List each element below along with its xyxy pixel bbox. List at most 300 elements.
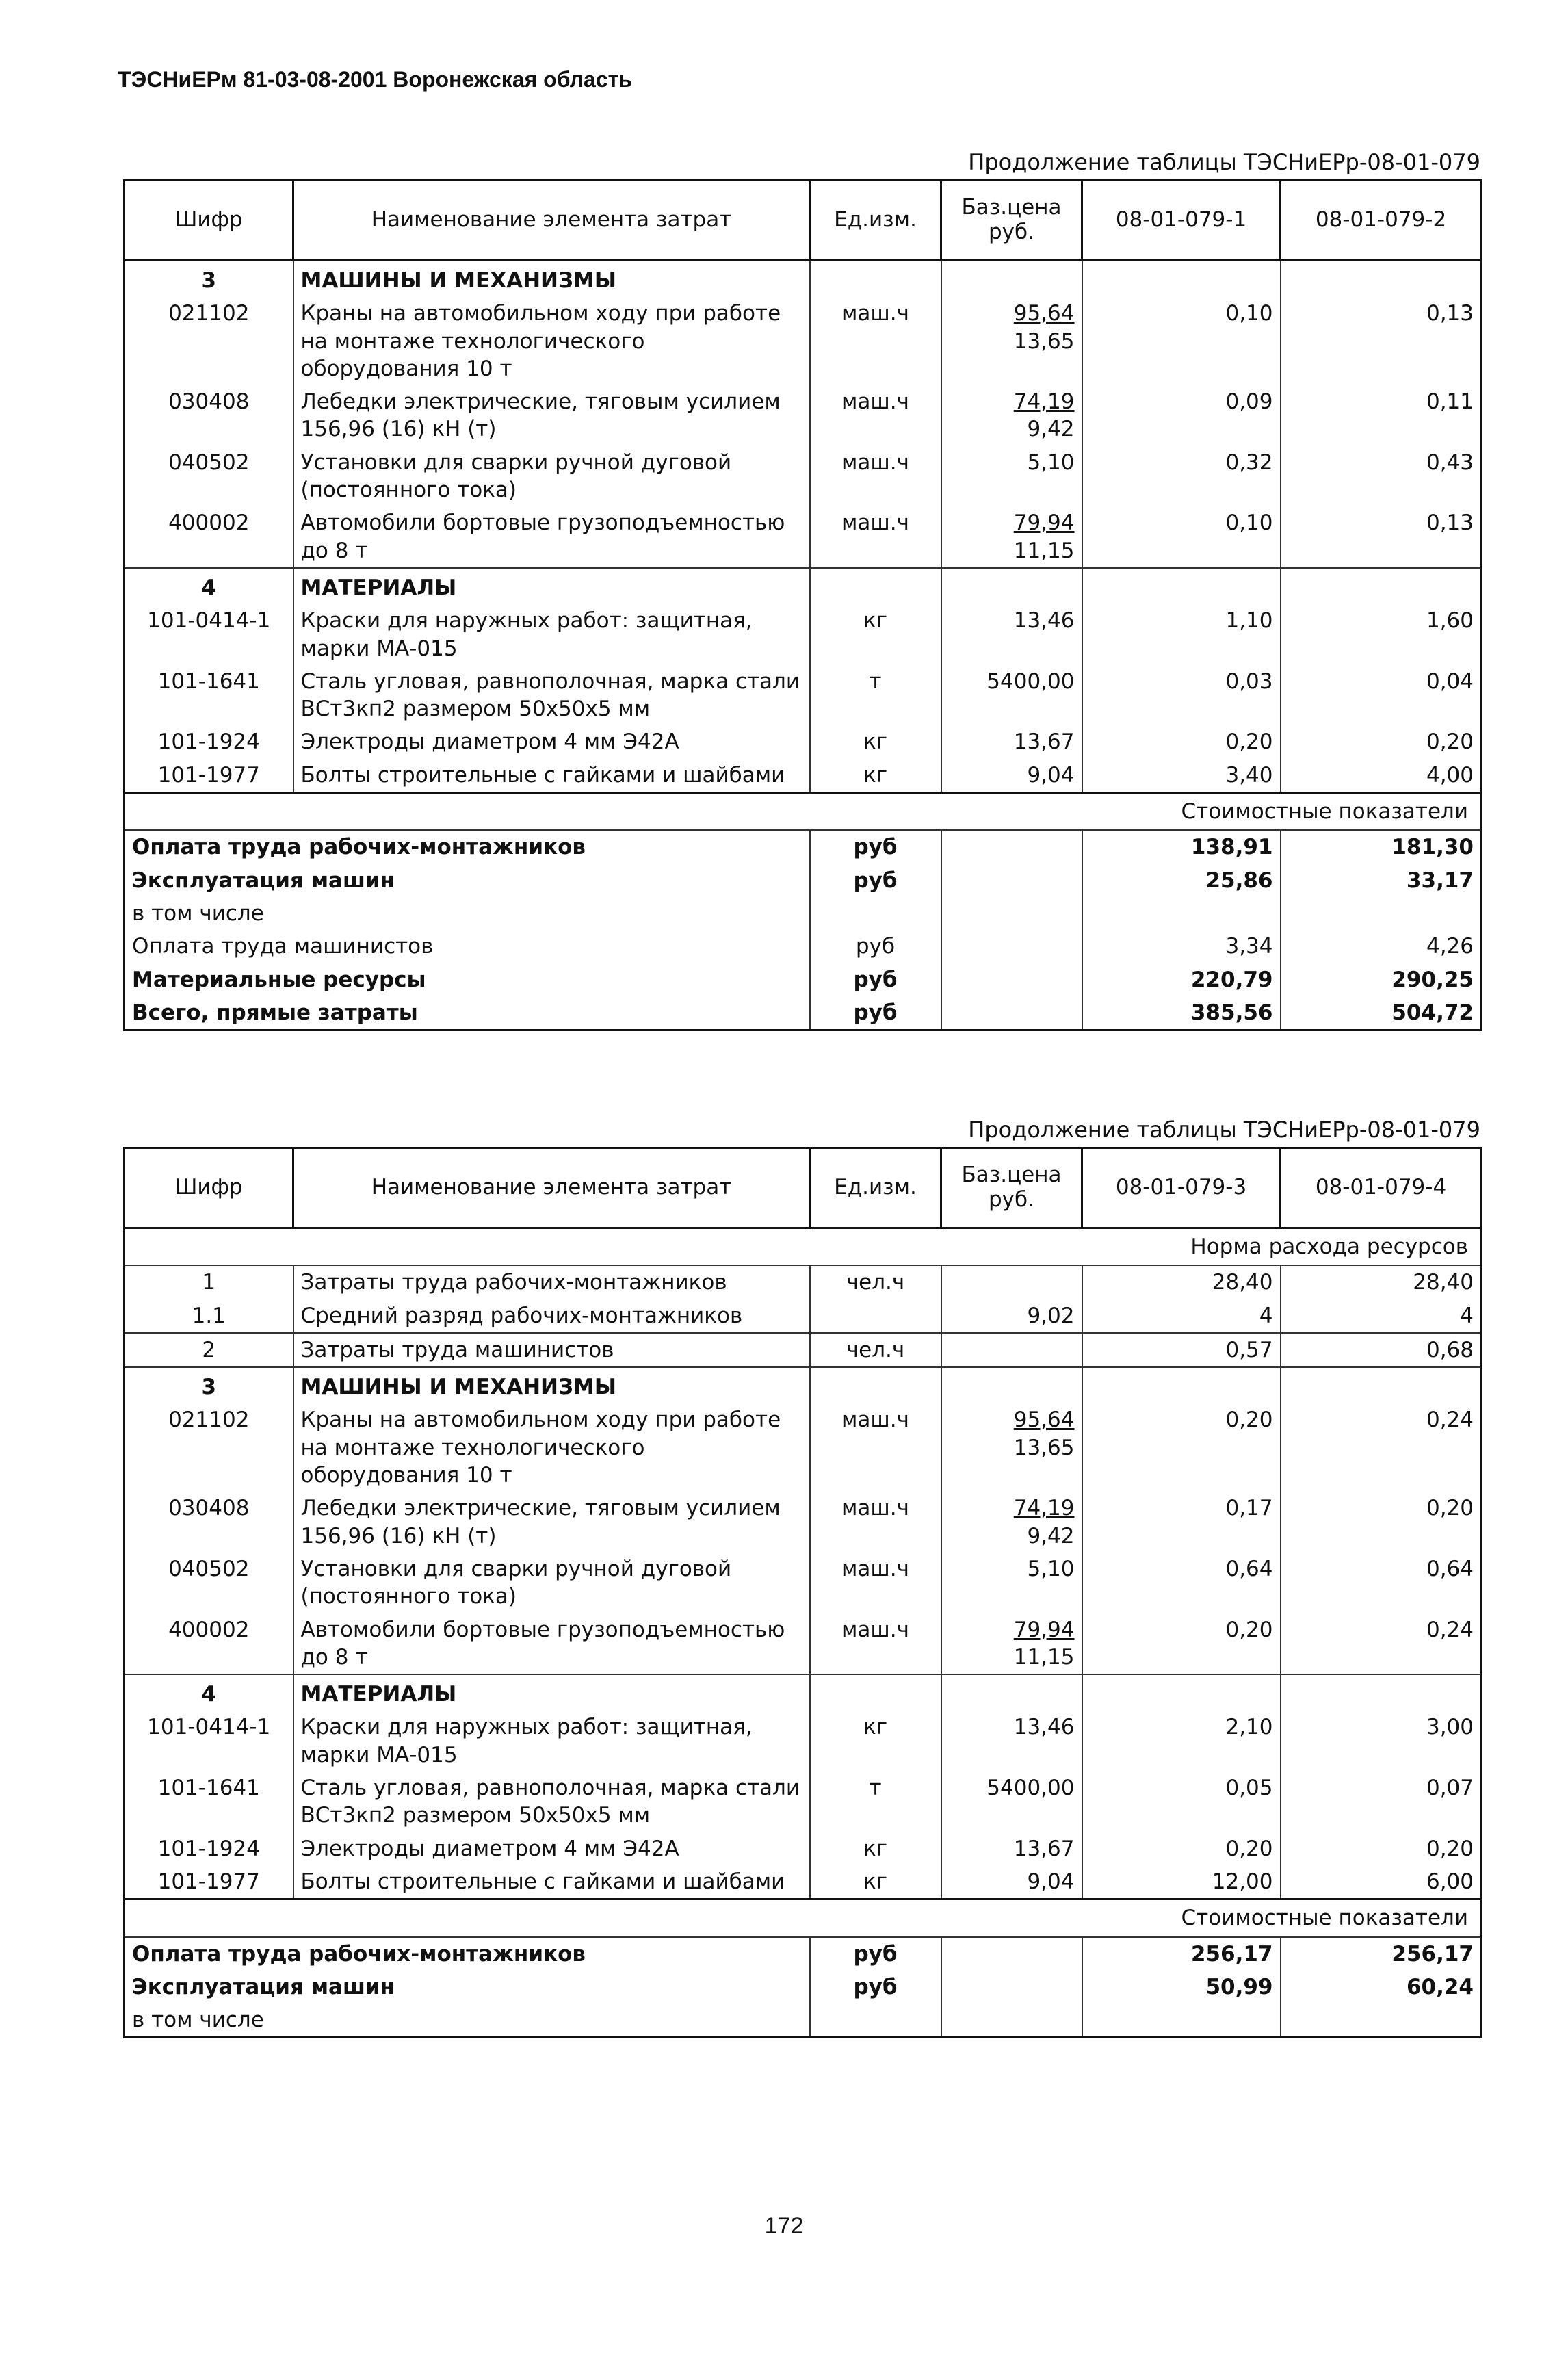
rate-value-a bbox=[1082, 1613, 1281, 1675]
cost-row bbox=[125, 830, 1482, 864]
rate-value-b-text: 0,20 bbox=[1426, 1836, 1474, 1861]
resource-code-text: 400002 bbox=[168, 510, 250, 536]
resource-code bbox=[125, 1553, 293, 1613]
rate-value-a-text: 0,05 bbox=[1225, 1776, 1273, 1801]
section-title bbox=[293, 1674, 810, 1711]
cost-unit bbox=[810, 897, 941, 930]
empty-cell bbox=[941, 1971, 1082, 2004]
resource-name-text: Болты строительные с гайками и шайбами bbox=[300, 1869, 785, 1894]
resource-code-text: 040502 bbox=[168, 450, 250, 475]
rate-value-b bbox=[1281, 759, 1482, 793]
resource-name bbox=[293, 1832, 810, 1865]
code-column-header: Шифр bbox=[125, 181, 293, 261]
section-title-text: МАТЕРИАЛЫ bbox=[300, 575, 457, 600]
price-cell-text: 79,94 bbox=[1013, 510, 1075, 536]
rate-value-a bbox=[1082, 1711, 1281, 1772]
resource-code-text: 400002 bbox=[168, 1617, 250, 1642]
rate-value-b-text: 0,11 bbox=[1426, 389, 1474, 415]
cost-value-a-text: 256,17 bbox=[1190, 1941, 1273, 1967]
resource-code bbox=[125, 506, 293, 568]
resource-code-text: 030408 bbox=[168, 1496, 250, 1521]
resource-row bbox=[125, 1865, 1482, 1899]
rate-value-b bbox=[1281, 1772, 1482, 1832]
rate-value-a-text: 0,32 bbox=[1225, 450, 1273, 475]
resource-name bbox=[293, 604, 810, 665]
empty-cell bbox=[1082, 261, 1281, 298]
price-cell bbox=[941, 604, 1082, 665]
rate-value-b bbox=[1281, 1333, 1482, 1367]
resource-unit-text: маш.ч bbox=[841, 1556, 909, 1581]
resource-row bbox=[125, 1403, 1482, 1492]
price-cell bbox=[941, 506, 1082, 568]
resource-name-text: Автомобили бортовые грузоподъемностью до 8 т bbox=[300, 1617, 785, 1670]
resource-unit bbox=[810, 1553, 941, 1613]
rate-column-header-b: 08-01-079-2 bbox=[1281, 181, 1482, 261]
resource-norm-band bbox=[125, 1228, 1482, 1266]
rate-value-a-text: 0,17 bbox=[1225, 1496, 1273, 1521]
cost-value-a-text: 3,34 bbox=[1225, 934, 1273, 959]
rate-value-a bbox=[1082, 1265, 1281, 1299]
rate-value-a bbox=[1082, 1865, 1281, 1899]
section-number bbox=[125, 1674, 293, 1711]
resource-name bbox=[293, 1613, 810, 1675]
price-cell-text: 95,64 bbox=[1013, 301, 1075, 326]
price-cell bbox=[941, 665, 1082, 726]
cost-indicators-band-cell bbox=[125, 1899, 1482, 1937]
price-cell-text: 9,04 bbox=[1027, 762, 1075, 788]
cost-label bbox=[125, 996, 810, 1030]
rate-value-b bbox=[1281, 1492, 1482, 1553]
wage-component-value: 13,65 bbox=[1013, 1435, 1075, 1460]
resource-code bbox=[125, 1403, 293, 1492]
resource-unit-text: маш.ч bbox=[841, 1617, 909, 1642]
cost-value-a bbox=[1082, 996, 1281, 1030]
price-cell-text: 74,19 bbox=[1013, 1496, 1075, 1521]
price-cell bbox=[941, 725, 1082, 758]
cost-indicators-band bbox=[125, 1899, 1482, 1937]
cost-unit-text: руб bbox=[853, 1941, 898, 1967]
labor-row bbox=[125, 1265, 1482, 1299]
rate-value-a bbox=[1082, 725, 1281, 758]
resource-unit-text: кг bbox=[863, 1715, 887, 1740]
cost-unit bbox=[810, 930, 941, 963]
price-cell-text: 13,46 bbox=[1013, 1715, 1075, 1740]
resource-code-text: 030408 bbox=[168, 389, 250, 415]
empty-cell bbox=[1281, 1367, 1482, 1403]
resource-name bbox=[293, 446, 810, 507]
resource-name-text: Установки для сварки ручной дуговой (постоянного тока) bbox=[300, 450, 732, 503]
rate-value-a bbox=[1082, 759, 1281, 793]
section-header-row bbox=[125, 1367, 1482, 1403]
rate-value-a-text: 0,03 bbox=[1225, 669, 1273, 694]
labor-code bbox=[125, 1265, 293, 1299]
empty-cell bbox=[1281, 261, 1482, 298]
price-cell-text: 74,19 bbox=[1013, 389, 1075, 415]
resource-unit-text: кг bbox=[863, 762, 887, 788]
wage-component-value: 11,15 bbox=[1013, 538, 1075, 563]
section-title-text: МАШИНЫ И МЕХАНИЗМЫ bbox=[300, 268, 616, 293]
cost-unit-text: руб bbox=[853, 1974, 898, 1999]
resource-code bbox=[125, 1711, 293, 1772]
resource-unit-text: т bbox=[869, 669, 882, 694]
cost-label bbox=[125, 1937, 810, 1971]
resource-unit-text: маш.ч bbox=[841, 301, 909, 326]
cost-value-a bbox=[1082, 830, 1281, 864]
cost-indicators-band-cell-text: Стоимостные показатели bbox=[1181, 1906, 1468, 1931]
labor-unit-text: чел.ч bbox=[846, 1337, 905, 1362]
rate-value-b-text: 3,00 bbox=[1426, 1715, 1474, 1740]
resource-unit bbox=[810, 665, 941, 726]
resource-name bbox=[293, 759, 810, 793]
resource-unit-text: маш.ч bbox=[841, 389, 909, 415]
resource-unit-text: т bbox=[869, 1776, 882, 1801]
resource-code-text: 101-1924 bbox=[157, 729, 260, 755]
cost-row bbox=[125, 1937, 1482, 1971]
labor-unit bbox=[810, 1299, 941, 1333]
empty-cell bbox=[1082, 1674, 1281, 1711]
cost-value-b bbox=[1281, 1971, 1482, 2004]
rate-value-b-text: 0,64 bbox=[1426, 1556, 1474, 1581]
cost-label-text: Оплата труда рабочих-монтажников bbox=[132, 835, 586, 860]
cost-label-text: Оплата труда машинистов bbox=[132, 934, 434, 959]
rate-value-b bbox=[1281, 1613, 1482, 1675]
cost-value-b bbox=[1281, 864, 1482, 897]
cost-value-b-text: 4,26 bbox=[1426, 934, 1474, 959]
price-cell-text: 9,02 bbox=[1027, 1303, 1075, 1328]
resource-row bbox=[125, 1613, 1482, 1675]
rate-value-b-text: 28,40 bbox=[1413, 1270, 1474, 1295]
cost-label-text: Эксплуатация машин bbox=[132, 868, 395, 893]
resource-name-text: Краны на автомобильном ходу при работе на монтаже технологического оборудования 10 т bbox=[300, 301, 781, 381]
empty-cell bbox=[1281, 568, 1482, 604]
labor-code-text: 1.1 bbox=[192, 1303, 226, 1328]
table2-continuation-caption: Продолжение таблицы ТЭСНиЕРр-08-01-079 bbox=[968, 1117, 1480, 1143]
resource-name bbox=[293, 1772, 810, 1832]
resource-unit bbox=[810, 297, 941, 385]
price-cell-text: 9,04 bbox=[1027, 1869, 1075, 1894]
unit-column-header: Ед.изм. bbox=[810, 1148, 941, 1228]
rate-value-a-text: 0,20 bbox=[1225, 1836, 1273, 1861]
labor-row bbox=[125, 1299, 1482, 1333]
empty-cell bbox=[941, 1367, 1082, 1403]
price-cell bbox=[941, 1299, 1082, 1333]
cost-label bbox=[125, 930, 810, 963]
resource-unit-text: кг bbox=[863, 1869, 887, 1894]
cost-row bbox=[125, 864, 1482, 897]
rate-value-a-text: 4 bbox=[1259, 1303, 1273, 1328]
resource-row bbox=[125, 297, 1482, 385]
price-column-header: Баз.цена руб. bbox=[941, 181, 1082, 261]
rate-value-a bbox=[1082, 1772, 1281, 1832]
cost-value-b bbox=[1281, 830, 1482, 864]
cost-value-a-text: 50,99 bbox=[1205, 1974, 1273, 1999]
resource-name-text: Установки для сварки ручной дуговой (постоянного тока) bbox=[300, 1556, 732, 1609]
rate-value-b-text: 0,13 bbox=[1426, 510, 1474, 536]
empty-cell bbox=[1082, 1367, 1281, 1403]
rate-value-b bbox=[1281, 1553, 1482, 1613]
cost-label bbox=[125, 864, 810, 897]
resource-row bbox=[125, 385, 1482, 446]
rates-table-2 bbox=[123, 1147, 1482, 2038]
rate-value-a bbox=[1082, 446, 1281, 507]
resource-name-text: Краски для наружных работ: защитная, марки МА-015 bbox=[300, 608, 753, 661]
rate-value-b-text: 0,24 bbox=[1426, 1408, 1474, 1433]
resource-row bbox=[125, 604, 1482, 665]
resource-name-text: Болты строительные с гайками и шайбами bbox=[300, 762, 785, 788]
resource-name-text: Сталь угловая, равнополочная, марка стали ВСт3кп2 размером 50x50x5 мм bbox=[300, 669, 800, 722]
cost-unit-text: руб bbox=[853, 1000, 898, 1025]
code-column-header: Шифр bbox=[125, 1148, 293, 1228]
resource-code bbox=[125, 385, 293, 446]
cost-value-a-text: 138,91 bbox=[1190, 835, 1273, 860]
rate-value-b bbox=[1281, 446, 1482, 507]
name-column-header: Наименование элемента затрат bbox=[293, 181, 810, 261]
rate-value-b bbox=[1281, 1265, 1482, 1299]
resource-name bbox=[293, 1553, 810, 1613]
cost-unit bbox=[810, 864, 941, 897]
rate-value-a bbox=[1082, 1333, 1281, 1367]
resource-name-text: Автомобили бортовые грузоподъемностью до 8 т bbox=[300, 510, 785, 563]
resource-unit bbox=[810, 1613, 941, 1675]
labor-name bbox=[293, 1333, 810, 1367]
resource-code bbox=[125, 1492, 293, 1553]
rate-value-b-text: 0,04 bbox=[1426, 669, 1474, 694]
price-column-header: Баз.цена руб. bbox=[941, 1148, 1082, 1228]
cost-unit bbox=[810, 996, 941, 1030]
resource-code bbox=[125, 1772, 293, 1832]
price-cell bbox=[941, 297, 1082, 385]
rate-value-a-text: 0,09 bbox=[1225, 389, 1273, 415]
rate-value-a-text: 0,10 bbox=[1225, 510, 1273, 536]
page-number: 172 bbox=[764, 2213, 804, 2239]
cost-value-a bbox=[1082, 963, 1281, 996]
empty-cell bbox=[810, 1674, 941, 1711]
section-number-text: 4 bbox=[201, 1682, 217, 1707]
labor-code-text: 1 bbox=[202, 1270, 216, 1295]
rate-value-b-text: 1,60 bbox=[1426, 608, 1474, 634]
cost-unit bbox=[810, 1971, 941, 2004]
resource-unit bbox=[810, 725, 941, 758]
price-cell-text: 79,94 bbox=[1013, 1617, 1075, 1642]
rate-value-a-text: 12,00 bbox=[1212, 1869, 1273, 1894]
labor-unit bbox=[810, 1265, 941, 1299]
price-cell bbox=[941, 446, 1082, 507]
cost-unit-text: руб bbox=[853, 967, 898, 992]
resource-unit bbox=[810, 1865, 941, 1899]
wage-component-value: 11,15 bbox=[1013, 1644, 1075, 1670]
price-cell-text: 5400,00 bbox=[986, 1776, 1075, 1801]
rate-value-a bbox=[1082, 1299, 1281, 1333]
cost-value-b-text: 60,24 bbox=[1406, 1974, 1474, 1999]
rate-value-a bbox=[1082, 604, 1281, 665]
resource-unit bbox=[810, 1832, 941, 1865]
cost-label bbox=[125, 830, 810, 864]
resource-name bbox=[293, 1492, 810, 1553]
cost-label bbox=[125, 1971, 810, 2004]
resource-name-text: Краски для наружных работ: защитная, марки МА-015 bbox=[300, 1715, 753, 1767]
resource-code bbox=[125, 1832, 293, 1865]
rate-value-a bbox=[1082, 297, 1281, 385]
resource-code-text: 101-0414-1 bbox=[147, 1715, 271, 1740]
resource-code bbox=[125, 1613, 293, 1675]
rate-value-b-text: 0,24 bbox=[1426, 1617, 1474, 1642]
resource-unit-text: маш.ч bbox=[841, 450, 909, 475]
resource-code-text: 101-0414-1 bbox=[147, 608, 271, 634]
rate-value-b-text: 0,68 bbox=[1426, 1337, 1474, 1362]
resource-code-text: 021102 bbox=[168, 1408, 250, 1433]
resource-unit-text: маш.ч bbox=[841, 510, 909, 536]
rate-column-header-b: 08-01-079-4 bbox=[1281, 1148, 1482, 1228]
table1-header-row bbox=[125, 181, 1482, 261]
cost-value-b-text: 256,17 bbox=[1391, 1941, 1474, 1967]
resource-code-text: 101-1977 bbox=[157, 1869, 260, 1894]
cost-value-a-text: 385,56 bbox=[1190, 1000, 1273, 1025]
table1-continuation-caption: Продолжение таблицы ТЭСНиЕРр-08-01-079 bbox=[968, 149, 1480, 175]
empty-cell bbox=[941, 1937, 1082, 1971]
resource-norm-band-cell-text: Норма расхода ресурсов bbox=[1190, 1234, 1468, 1259]
resource-code bbox=[125, 446, 293, 507]
resource-name-text: Краны на автомобильном ходу при работе на монтаже технологического оборудования 10 т bbox=[300, 1408, 781, 1488]
price-cell bbox=[941, 385, 1082, 446]
resource-name bbox=[293, 1711, 810, 1772]
price-cell-text: 5,10 bbox=[1027, 1556, 1075, 1581]
wage-component-value: 9,42 bbox=[1027, 417, 1075, 442]
section-title bbox=[293, 568, 810, 604]
rate-value-b-text: 4,00 bbox=[1426, 762, 1474, 788]
price-cell bbox=[941, 1613, 1082, 1675]
rate-value-b-text: 0,43 bbox=[1426, 450, 1474, 475]
section-header-row bbox=[125, 1674, 1482, 1711]
rate-value-a-text: 0,20 bbox=[1225, 1617, 1273, 1642]
cost-value-a bbox=[1082, 1971, 1281, 2004]
resource-row bbox=[125, 446, 1482, 507]
cost-label-text: Всего, прямые затраты bbox=[132, 1000, 418, 1025]
resource-unit-text: маш.ч bbox=[841, 1408, 909, 1433]
rate-value-a-text: 1,10 bbox=[1225, 608, 1273, 634]
rate-value-b-text: 0,20 bbox=[1426, 1496, 1474, 1521]
rates-table-1 bbox=[123, 179, 1482, 1031]
resource-row bbox=[125, 1492, 1482, 1553]
cost-unit bbox=[810, 2004, 941, 2038]
resource-code bbox=[125, 725, 293, 758]
price-cell-text: 5400,00 bbox=[986, 669, 1075, 694]
resource-unit bbox=[810, 759, 941, 793]
cost-unit-text: руб bbox=[855, 934, 896, 959]
resource-unit bbox=[810, 1711, 941, 1772]
price-cell-text: 13,67 bbox=[1013, 1836, 1075, 1861]
empty-cell bbox=[941, 261, 1082, 298]
rate-value-b bbox=[1281, 506, 1482, 568]
empty-cell bbox=[1281, 1674, 1482, 1711]
cost-label bbox=[125, 897, 810, 930]
cost-row bbox=[125, 996, 1482, 1030]
cost-value-b bbox=[1281, 2004, 1482, 2038]
cost-value-b-text: 181,30 bbox=[1391, 835, 1474, 860]
rate-value-b bbox=[1281, 297, 1482, 385]
rate-value-b bbox=[1281, 1832, 1482, 1865]
resource-name bbox=[293, 506, 810, 568]
resource-row bbox=[125, 1832, 1482, 1865]
cost-row bbox=[125, 1971, 1482, 2004]
resource-name bbox=[293, 297, 810, 385]
price-cell bbox=[941, 1492, 1082, 1553]
empty-cell bbox=[941, 830, 1082, 864]
cost-unit bbox=[810, 830, 941, 864]
resource-row bbox=[125, 1711, 1482, 1772]
cost-unit bbox=[810, 963, 941, 996]
cost-row bbox=[125, 930, 1482, 963]
resource-code-text: 021102 bbox=[168, 301, 250, 326]
section-header-row bbox=[125, 568, 1482, 604]
price-cell bbox=[941, 1403, 1082, 1492]
resource-unit bbox=[810, 506, 941, 568]
rate-value-b-text: 0,13 bbox=[1426, 301, 1474, 326]
resource-unit bbox=[810, 604, 941, 665]
labor-name bbox=[293, 1299, 810, 1333]
resource-code bbox=[125, 759, 293, 793]
cost-label-text: в том числе bbox=[132, 2008, 264, 2033]
section-number bbox=[125, 568, 293, 604]
cost-indicators-band-cell bbox=[125, 793, 1482, 831]
resource-name bbox=[293, 385, 810, 446]
resource-code-text: 101-1977 bbox=[157, 762, 260, 788]
cost-indicators-band-cell-text: Стоимостные показатели bbox=[1181, 799, 1468, 825]
resource-unit-text: маш.ч bbox=[841, 1496, 909, 1521]
wage-component-value: 9,42 bbox=[1027, 1523, 1075, 1548]
price-cell bbox=[941, 1553, 1082, 1613]
resource-code-text: 101-1641 bbox=[157, 669, 260, 694]
section-number-text: 4 bbox=[201, 575, 217, 600]
price-cell-text: 95,64 bbox=[1013, 1408, 1075, 1433]
rate-value-b bbox=[1281, 1403, 1482, 1492]
cost-value-b bbox=[1281, 963, 1482, 996]
section-number-text: 3 bbox=[201, 268, 217, 293]
resource-name bbox=[293, 1865, 810, 1899]
rate-value-a-text: 0,57 bbox=[1225, 1337, 1273, 1362]
price-cell bbox=[941, 1865, 1082, 1899]
rate-value-a bbox=[1082, 1403, 1281, 1492]
cost-value-b bbox=[1281, 1937, 1482, 1971]
empty-cell bbox=[941, 1674, 1082, 1711]
rate-column-header-a: 08-01-079-3 bbox=[1082, 1148, 1281, 1228]
rate-value-b bbox=[1281, 1865, 1482, 1899]
price-cell bbox=[941, 1772, 1082, 1832]
price-cell bbox=[941, 1333, 1082, 1367]
rate-value-b bbox=[1281, 604, 1482, 665]
resource-code-text: 040502 bbox=[168, 1556, 250, 1581]
price-cell-text: 13,67 bbox=[1013, 729, 1075, 755]
resource-row bbox=[125, 759, 1482, 793]
rate-value-a-text: 2,10 bbox=[1225, 1715, 1273, 1740]
resource-unit bbox=[810, 1403, 941, 1492]
cost-value-b bbox=[1281, 996, 1482, 1030]
labor-code bbox=[125, 1333, 293, 1367]
cost-row bbox=[125, 2004, 1482, 2038]
rate-value-a-text: 28,40 bbox=[1212, 1270, 1273, 1295]
resource-name bbox=[293, 725, 810, 758]
rate-value-b bbox=[1281, 1299, 1482, 1333]
cost-value-b bbox=[1281, 930, 1482, 963]
name-column-header: Наименование элемента затрат bbox=[293, 1148, 810, 1228]
document-header: ТЭСНиЕРм 81-03-08-2001 Воронежская область bbox=[118, 67, 632, 92]
resource-name-text: Электроды диаметром 4 мм Э42А bbox=[300, 729, 679, 755]
resource-code bbox=[125, 297, 293, 385]
cost-row bbox=[125, 897, 1482, 930]
resource-unit-text: кг bbox=[863, 1836, 887, 1861]
labor-name-text: Средний разряд рабочих-монтажников bbox=[300, 1303, 743, 1328]
rate-value-a bbox=[1082, 1832, 1281, 1865]
empty-cell bbox=[941, 996, 1082, 1030]
